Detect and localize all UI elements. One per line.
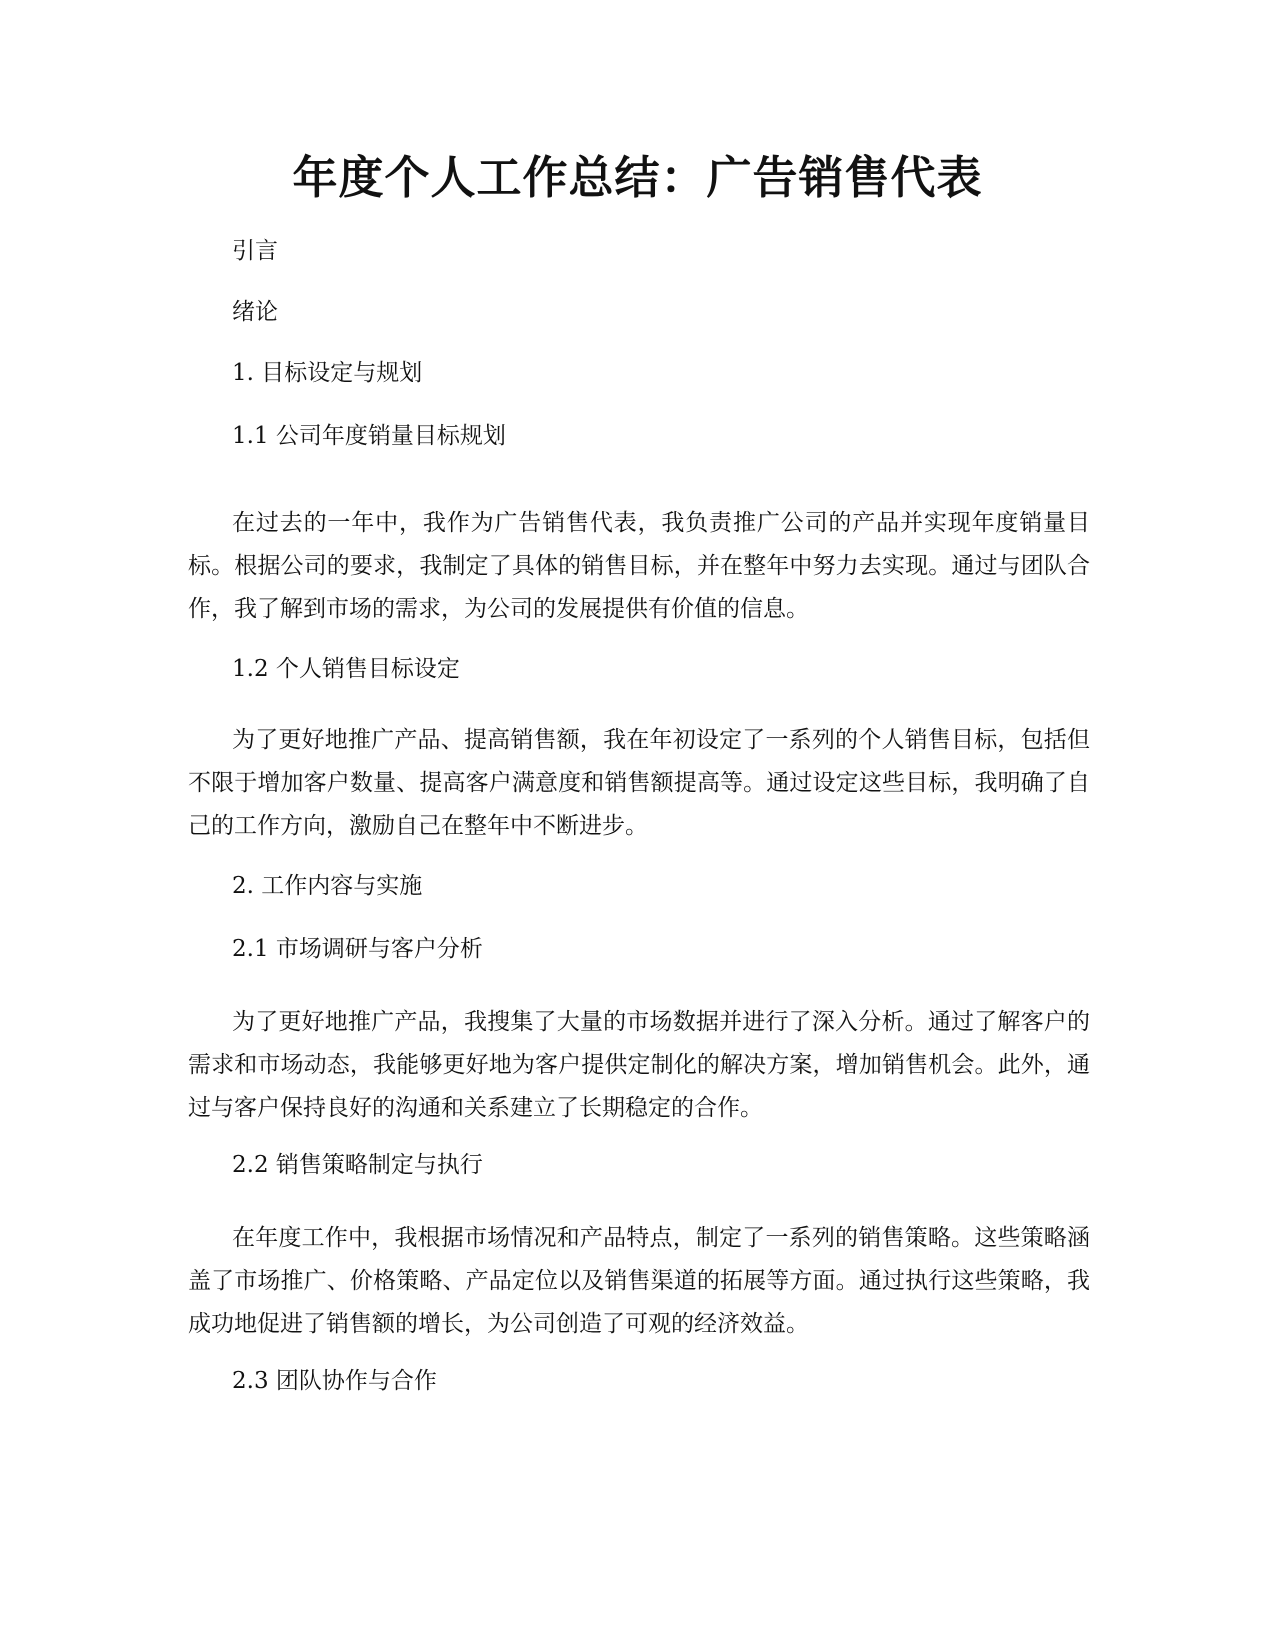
heading-intro: 引言 [232, 238, 278, 264]
heading-section-1: 1. 目标设定与规划 [232, 360, 423, 386]
heading-section-2-1: 2.1 市场调研与客户分析 [232, 936, 483, 962]
paragraph-section-1-1: 在过去的一年中，我作为广告销售代表，我负责推广公司的产品并实现年度销量目标。根据公司的要求，我制定了具体的销售目标，并在整年中努力去实现。通过与团队合作，我了解到市场的需求，为公司的发展提供有价值的信息。 [188, 510, 1090, 622]
paragraph-section-2-2: 在年度工作中，我根据市场情况和产品特点，制定了一系列的销售策略。这些策略涵盖了市场推广、价格策略、产品定位以及销售渠道的拓展等方面。通过执行这些策略，我成功地促进了销售额的增长，为公司创造了可观的经济效益。 [188, 1225, 1090, 1337]
heading-section-1-2: 1.2 个人销售目标设定 [232, 656, 460, 682]
heading-section-2-2: 2.2 销售策略制定与执行 [232, 1152, 483, 1178]
document-title: 年度个人工作总结：广告销售代表 [292, 151, 983, 204]
paragraph-section-1-2: 为了更好地推广产品、提高销售额，我在年初设定了一系列的个人销售目标，包括但不限于增加客户数量、提高客户满意度和销售额提高等。通过设定这些目标，我明确了自己的工作方向，激励自己在整年中不断进步。 [188, 727, 1090, 839]
heading-preface: 绪论 [232, 299, 278, 325]
heading-section-2: 2. 工作内容与实施 [232, 873, 423, 899]
heading-section-1-1: 1.1 公司年度销量目标规划 [232, 423, 506, 449]
paragraph-section-2-1: 为了更好地推广产品，我搜集了大量的市场数据并进行了深入分析。通过了解客户的需求和市场动态，我能够更好地为客户提供定制化的解决方案，增加销售机会。此外，通过与客户保持良好的沟通和关系建立了长期稳定的合作。 [188, 1009, 1090, 1121]
heading-section-2-3: 2.3 团队协作与合作 [232, 1368, 437, 1394]
